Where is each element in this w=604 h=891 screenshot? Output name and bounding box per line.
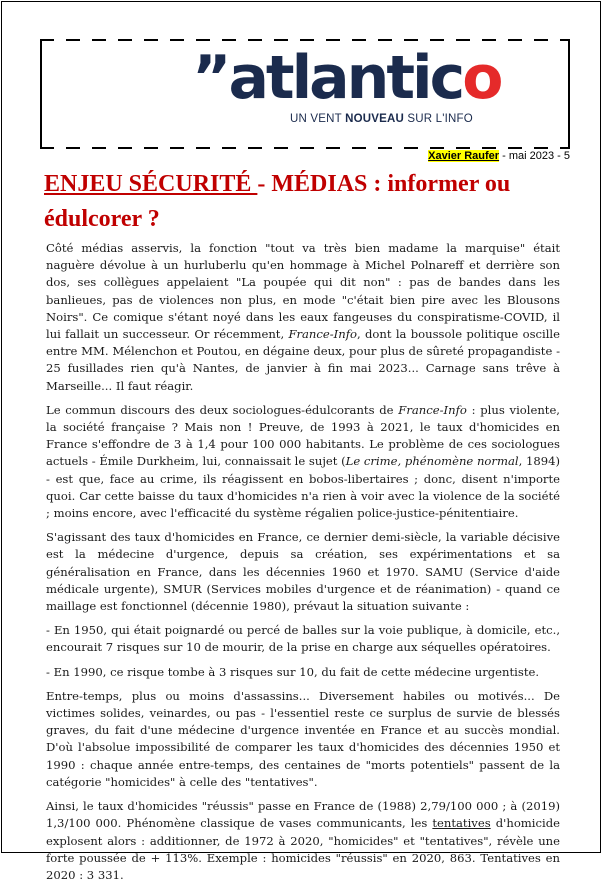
byline-date: - mai 2023 - 5 (499, 150, 570, 162)
title-part-1: ENJEU SÉCURITÉ (44, 171, 258, 197)
page (1, 1, 601, 882)
paragraph-1 (46, 240, 560, 395)
logo-tagline (290, 113, 473, 125)
logo-wordmark (192, 43, 500, 113)
p2-italic-2: Le crime, phénomène normal (345, 454, 519, 469)
author-name: Xavier Raufer (428, 150, 500, 162)
paragraph-4: - En 1950, qui était poignardé ou percé de balles sur la voie publique, à domicile, etc., encourait 7 risques sur 10 de mourir, de la prise en charge aux séquelles opératoires. (46, 623, 560, 655)
logo-word: atlantic (228, 43, 463, 113)
atlantico-logo (192, 43, 501, 129)
p1-end: , dont la boussole politique oscille entre MM. Mélenchon et Poutou, en dégaine deux, pour plus de sûreté propagandiste - 25 fusillades rien qu'à Nantes, de janvier à fin mai 2023... Carnage sans trêve à Marseille... Il faut réagir. (46, 327, 560, 393)
p2-c: , 1894) - est que, face au crime, ils réagissent en bobos-libertaires ; donc, disent n'importe quoi. Car cette baisse du taux d'homicides n'a rien à voir avec la violence de la société ; moins encore, avec l'efficacité du système régalien police-justice-pénitentiaire. (46, 454, 560, 521)
logo-box (40, 39, 570, 149)
p7-b: d'homicide explosent alors : additionner, de 1972 à 2020, "homicides" et "tentatives", révèle une forte poussée de + 113%. Exemple : homicides "réussis" en 2020, 863. Tentatives en 2020 : 3 331. (46, 816, 560, 882)
p7-a: Ainsi, le taux d'homicides "réussis" passe en France de (1988) 2,79/100 000 ; à (2019) 1,3/100 000. Phénomène classique de vases communicants, les (46, 799, 560, 831)
p7-underlined: tentatives (432, 816, 491, 831)
tagline-part-1: UN VENT (290, 113, 346, 125)
paragraph-7 (46, 798, 560, 884)
paragraph-3: S'agissant des taux d'homicides en France, ce dernier demi-siècle, la variable décisive est la médecine d'urgence, depuis sa création, ses expérimentations et sa généralisation en France, dans les décennies 1960 et 1970. SAMU (Service d'aide médicale urgente), SMUR (Services mobiles d'urgence et de réanimation) - quand ce maillage est fonctionnel (décennie 1980), prévaut la situation suivante : (46, 530, 560, 614)
tagline-bold: NOUVEAU (345, 113, 404, 125)
p2-a: Le commun discours des deux sociologues-édulcorants de (46, 402, 399, 417)
p2-italic: France-Info (398, 402, 467, 417)
paragraph-5: - En 1990, ce risque tombe à 3 risques sur 10, du fait de cette médecine urgentiste. (46, 664, 540, 679)
article-body (46, 240, 560, 891)
logo-red-o: o (462, 43, 501, 113)
paragraph-2 (46, 402, 560, 522)
p1-text: Côté médias asservis, la fonction "tout va très bien madame la marquise" était naguère dévolue à un hurluberlu qu'en hommage à Michel Polnareff et derrière son dos, ses collègues appelaient "La poupée qui dit non" : pas de bandes dans les banlieues, pas de violences non plus, en mode "c'était bien pire avec les Blousons Noirs". Ce comique s'étant noyé dans les eaux fangeuses du conspiratisme-COVID, il lui fallait un successeur. Or récemment, (46, 241, 560, 342)
article-title (44, 167, 564, 237)
paragraph-6: Entre-temps, plus ou moins d'assassins... Diversement habiles ou motivés... De victimes solides, veinardes, ou pas - l'essentiel reste ce surplus de survie de blessés graves, du fait d'une médecine d'urgence inventée en France et au succès mondial. D'où l'absolue impossibilité de comparer les taux d'homicides des décennies 1950 et 1990 : chaque année entre-temps, des centaines de "morts potentiels" passent de la catégorie "homicides" à celle des "tentatives". (46, 688, 560, 789)
logo-quote-mark: ” (192, 43, 229, 113)
byline (428, 150, 570, 162)
tagline-part-2: SUR L'INFO (403, 113, 473, 125)
p2-b: : plus violente, la société française ? Mais non ! Preuve, de 1993 à 2021, le taux d'homicides en France s'effondre de 3 à 1,4 pour 100 000 habitants. Le problème de ces sociologues actuels - Émile Durkheim, lui, connaissait le sujet ( (46, 402, 560, 469)
p1-italic: France-Info (288, 327, 357, 342)
title-part-2: - MÉDIAS : informer ou édulcorer ? (44, 171, 511, 232)
